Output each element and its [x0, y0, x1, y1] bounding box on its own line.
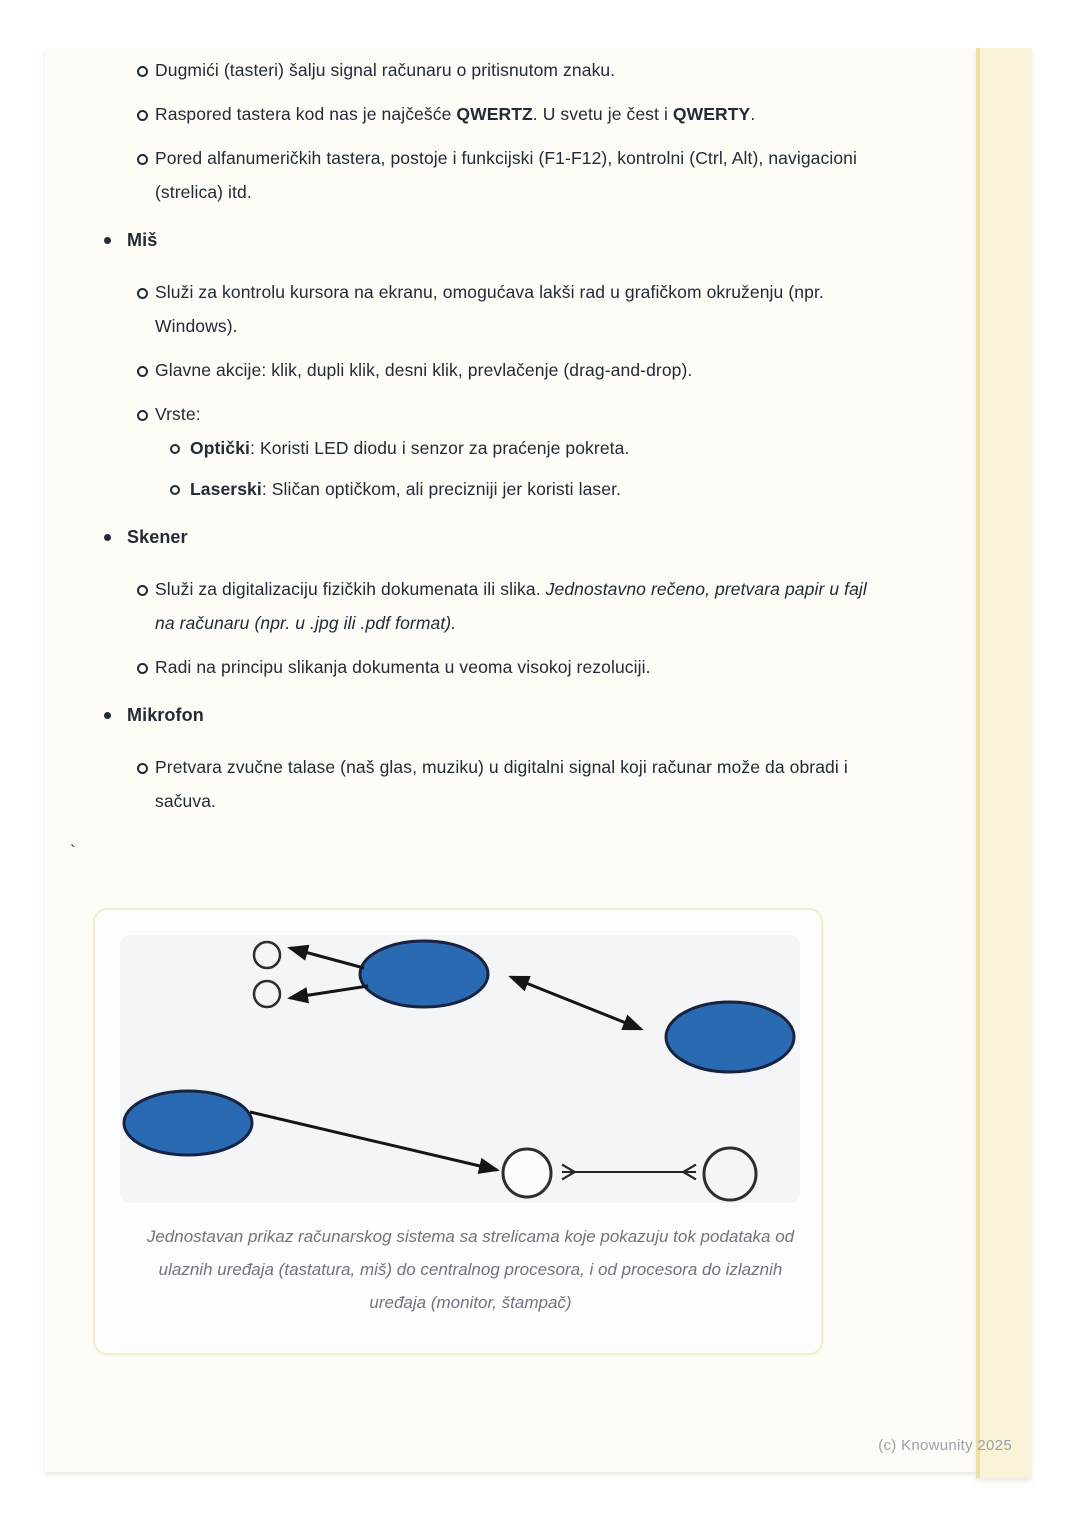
list-item-microphone-purpose [45, 750, 976, 818]
list-item-text: Služi za kontrolu kursora na ekranu, omogućava lakši rad u grafičkom okruženju (npr. Windows). [155, 282, 824, 336]
notebook-margin-strip [976, 48, 1032, 1478]
bold-text-opticki: Optički [190, 438, 251, 458]
list-item-mouse-types-label [45, 397, 976, 431]
figure-card [93, 908, 823, 1355]
figure-caption: Jednostavan prikaz računarskog sistema sa strelicama koje pokazuju tok podataka od ulaznih uređaja (tastatura, miš) do centralnog procesora, i od procesora do izlaznih uređaja (monitor, štampač) [146, 1227, 795, 1312]
list-item-text: Radi na principu slikanja dokumenta u veoma visokoj rezoluciji. [155, 657, 651, 677]
double-arrow-top [511, 977, 641, 1029]
heading-mouse [45, 223, 976, 257]
list-item-scanner-principle [45, 650, 976, 684]
list-item-text: Vrste: [155, 404, 201, 424]
notes-content [45, 48, 976, 818]
list-item-keyboard-key-types [45, 141, 976, 209]
list-item-text: Dugmići (tasteri) šalju signal računaru o pritisnutom znaku. [155, 60, 616, 80]
list-item-mouse-purpose [45, 275, 976, 343]
arrow-bottom-long [250, 1112, 497, 1170]
blue-ellipse-right [666, 1002, 794, 1072]
bold-text-laserski: Laserski [190, 479, 262, 499]
arrow-to-small-circle-top [290, 948, 364, 968]
heading-microphone [45, 698, 976, 732]
bold-text-qwertz: QWERTZ [456, 104, 533, 124]
list-item-text: : Sličan optičkom, ali precizniji jer koristi laser. [261, 479, 622, 499]
list-item-mouse-actions [45, 353, 976, 387]
bold-text-qwerty: QWERTY [672, 104, 751, 124]
stray-backtick: ` [70, 842, 76, 861]
list-item-laser-mouse [45, 472, 976, 506]
list-item-text: . [750, 104, 756, 124]
heading-text: Miš [127, 230, 158, 250]
small-circle-bottom [254, 981, 280, 1007]
italic-text-scanner: Jednostavno rečeno, pretvara papir u fajl na računaru (npr. u .jpg ili .pdf format). [155, 579, 867, 633]
small-circle-top [254, 942, 280, 968]
heading-scanner [45, 520, 976, 554]
system-diagram-svg [120, 935, 800, 1203]
blue-ellipse-bottom-left [124, 1091, 252, 1155]
document-page [45, 48, 976, 1472]
list-item-text: Pored alfanumeričkih tastera, postoje i funkcijski (F1-F12), kontrolni (Ctrl, Alt), navigacioni (strelica) itd. [155, 148, 857, 202]
list-item-optical-mouse [45, 431, 976, 465]
list-item-scanner-purpose [45, 572, 976, 640]
list-item-text: : Koristi LED diodu i senzor za praćenje pokreta. [250, 438, 630, 458]
list-item-keyboard-layout [45, 97, 976, 131]
list-item-text: Raspored tastera kod nas je najčešće [155, 104, 457, 124]
heading-text: Skener [127, 527, 188, 547]
list-item-text: Služi za digitalizaciju fizičkih dokumenata ili slika. [155, 579, 546, 599]
list-item-keyboard-buttons [45, 53, 976, 87]
heading-text: Mikrofon [127, 705, 204, 725]
arrow-to-small-circle-bottom [290, 986, 368, 998]
copyright-text: (c) Knowunity 2025 [878, 1437, 1012, 1454]
white-circle-bottom-right [704, 1148, 756, 1200]
white-circle-bottom-middle [503, 1149, 551, 1197]
list-item-text: Glavne akcije: klik, dupli klik, desni klik, prevlačenje (drag-and-drop). [155, 360, 693, 380]
system-diagram [120, 935, 800, 1203]
blue-ellipse-top-center [360, 941, 488, 1007]
list-item-text: Pretvara zvučne talase (naš glas, muziku) u digitalni signal koji računar može da obradi i sačuva. [155, 757, 848, 811]
list-item-text: . U svetu je čest i [532, 104, 673, 124]
